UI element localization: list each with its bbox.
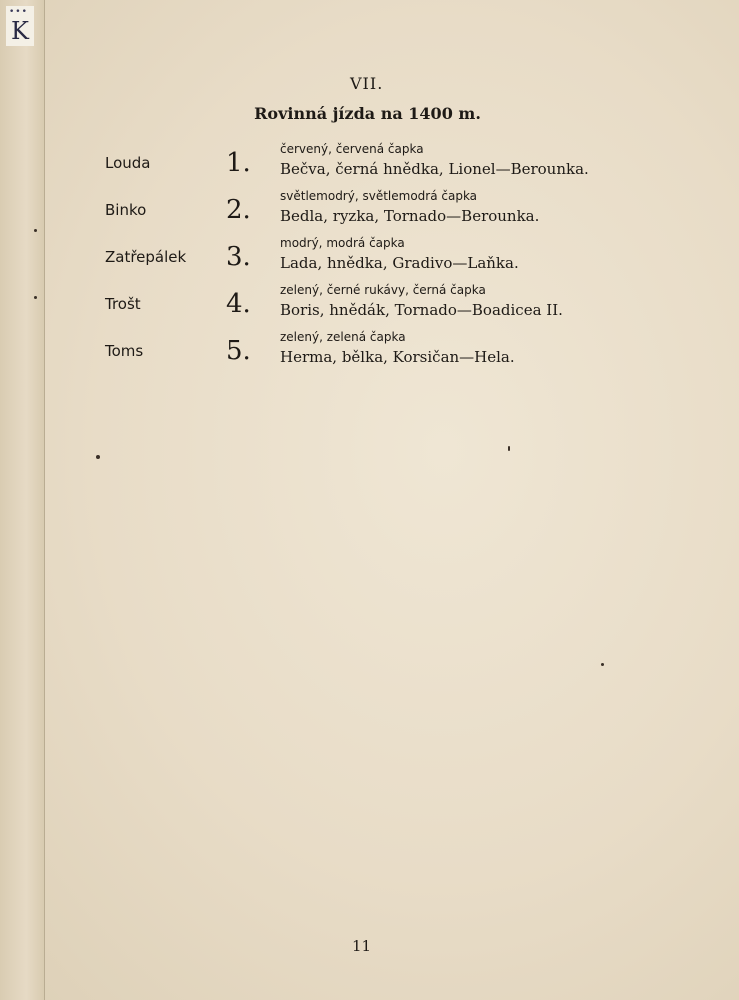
horse-pedigree: Bečva, černá hnědka, Lionel—Berounka. — [280, 160, 589, 178]
logo-letter: K — [11, 17, 29, 45]
race-title — [0, 104, 739, 123]
jockey-colors: zelený, zelená čapka — [280, 330, 406, 344]
jockey-colors: zelený, černé rukávy, černá čapka — [280, 283, 486, 297]
paper-speck — [34, 296, 37, 299]
section-number: VII. — [350, 74, 384, 93]
horse-name: Toms — [105, 342, 144, 360]
horse-name: Louda — [105, 154, 151, 172]
paper-speck — [601, 663, 604, 666]
race-title-text: Rovinná jízda na 1400 m. — [254, 104, 481, 123]
horse-name: Binko — [105, 201, 147, 219]
jockey-colors: červený, červená čapka — [280, 142, 424, 156]
entry-number: 3. — [226, 242, 251, 272]
entry-row — [0, 330, 739, 384]
paper-speck — [508, 446, 510, 451]
entry-number: 5. — [226, 336, 251, 366]
horse-name: Trošt — [105, 295, 141, 313]
jockey-colors: modrý, modrá čapka — [280, 236, 405, 250]
horse-name: Zatřepálek — [105, 248, 187, 266]
paper-speck — [96, 455, 100, 459]
page-number: 11 — [352, 937, 372, 955]
horse-pedigree: Bedla, ryzka, Tornado—Berounka. — [280, 207, 540, 225]
jockey-colors: světlemodrý, světlemodrá čapka — [280, 189, 478, 203]
horse-pedigree: Lada, hnědka, Gradivo—Laňka. — [280, 254, 519, 272]
logo-dots: ••• — [9, 7, 28, 17]
entry-number: 1. — [226, 148, 251, 178]
horse-pedigree: Boris, hnědák, Tornado—Boadicea II. — [280, 301, 563, 319]
paper-speck — [34, 229, 37, 232]
entry-number: 4. — [226, 289, 251, 319]
library-logo — [6, 6, 34, 46]
horse-pedigree: Herma, bělka, Korsičan—Hela. — [280, 348, 515, 366]
entry-number: 2. — [226, 195, 251, 225]
